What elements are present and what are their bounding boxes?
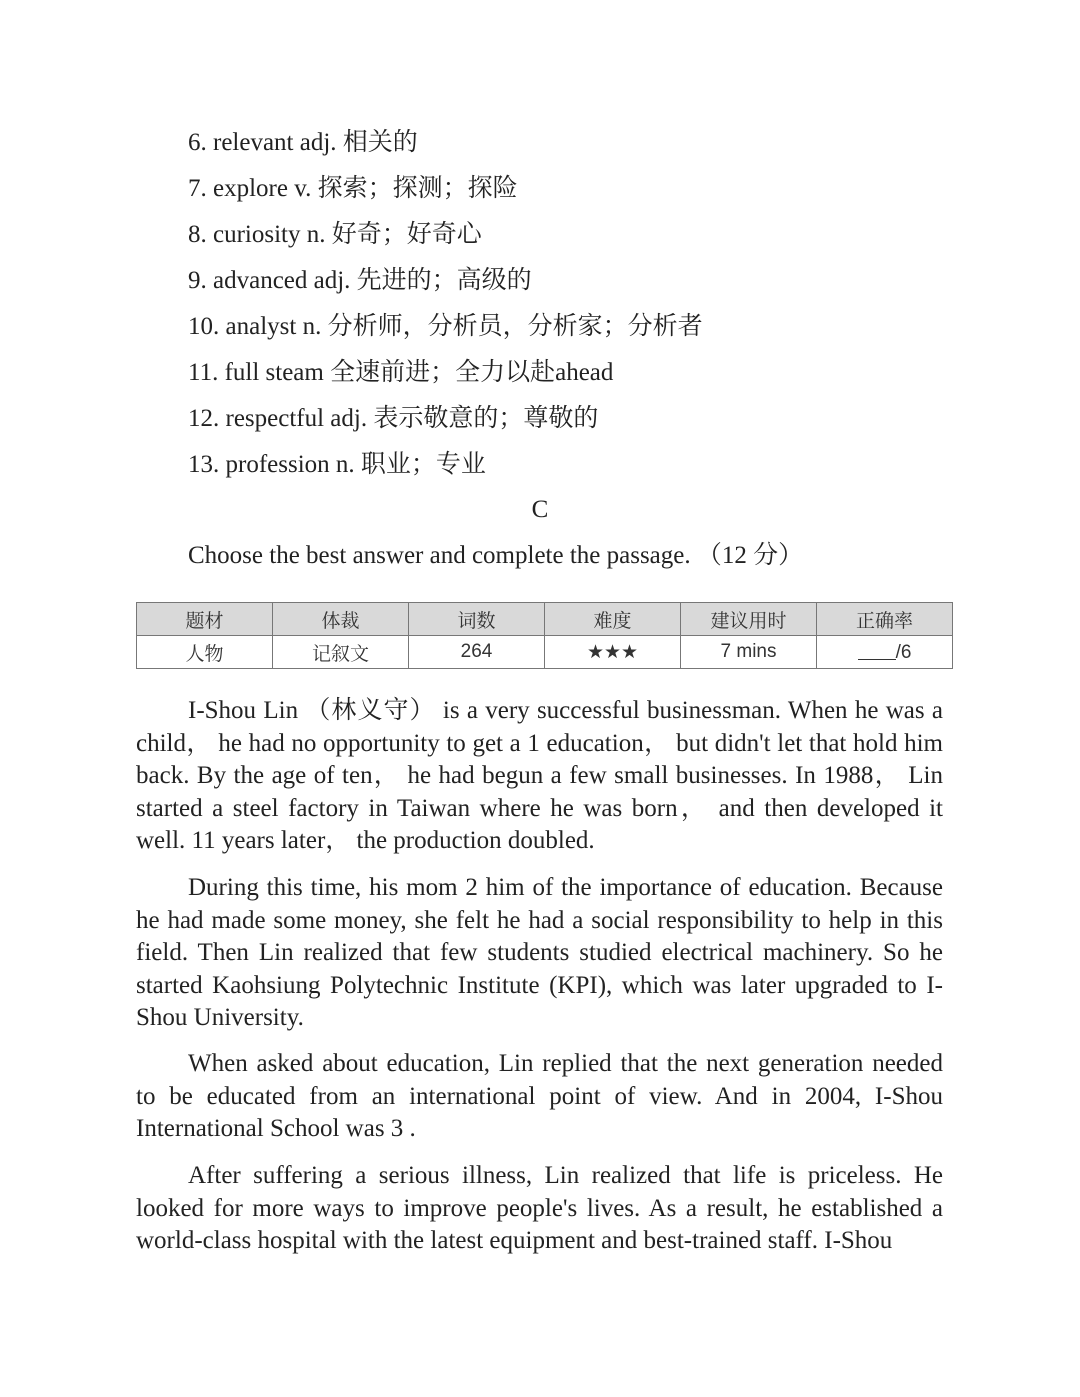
header-cell-subject: 题材 [137, 603, 273, 636]
passage-paragraph: I-Shou Lin （林义守） is a very successful businessman. When he was a child， he had no opportunity to get a 1 education， but didn't let that hold him back. By the age of ten， he had begun a few small businesses. In 1988， Lin started a steel factory in Taiwan where he was born， and then developed it well. 11 years later， the production doubled. [136, 697, 943, 855]
vocab-item: 13. profession n. 职业；专业 [188, 451, 486, 478]
vocab-item: 7. explore v. 探索；探测；探险 [188, 175, 518, 202]
vocab-item: 10. analyst n. 分析师，分析员，分析家；分析者 [188, 313, 703, 340]
accuracy-blank [858, 641, 896, 660]
cell-word-count: 264 [409, 636, 545, 669]
header-cell-word-count: 词数 [409, 603, 545, 636]
header-cell-suggested-time: 建议用时 [681, 603, 817, 636]
vocab-item: 12. respectful adj. 表示敬意的；尊敬的 [188, 405, 599, 432]
instruction-text: Choose the best answer and complete the passage. （12 分） [188, 542, 804, 569]
vocab-item: 9. advanced adj. 先进的；高级的 [188, 267, 532, 294]
table-row [137, 636, 953, 669]
vocab-item: 6. relevant adj. 相关的 [188, 129, 418, 156]
cell-suggested-time: 7 mins [681, 636, 817, 669]
section-heading: C [531, 496, 549, 523]
vocab-item: 11. full steam 全速前进；全力以赴ahead [188, 359, 614, 386]
accuracy-total: /6 [895, 641, 912, 663]
passage-info-table [136, 602, 953, 669]
cell-subject: 人物 [137, 636, 273, 669]
cell-accuracy [817, 636, 953, 669]
cell-difficulty: ★★★ [545, 636, 681, 669]
passage-paragraph: After suffering a serious illness, Lin realized that life is priceless. He looked for more ways to improve people's lives. As a result, he established a world-class hospital with the latest equipment and best-trained staff. I-Shou [136, 1162, 943, 1255]
header-cell-genre: 体裁 [273, 603, 409, 636]
cell-genre: 记叙文 [273, 636, 409, 669]
header-cell-difficulty: 难度 [545, 603, 681, 636]
header-cell-accuracy: 正确率 [817, 603, 953, 636]
passage-paragraph: When asked about education, Lin replied that the next generation needed to be educated from an international point of view. And in 2004, I-Shou International School was 3 . [136, 1050, 943, 1143]
vocab-item: 8. curiosity n. 好奇；好奇心 [188, 221, 482, 248]
table-header-row [137, 603, 953, 636]
passage-paragraph: During this time, his mom 2 him of the importance of education. Because he had made some money, she felt he had a social responsibility to help in this field. Then Lin realized that few students studied electrical machinery. So he started Kaohsiung Polytechnic Institute (KPI), which was later upgraded to I-Shou University. [136, 874, 943, 1032]
vocabulary-list [188, 124, 703, 492]
